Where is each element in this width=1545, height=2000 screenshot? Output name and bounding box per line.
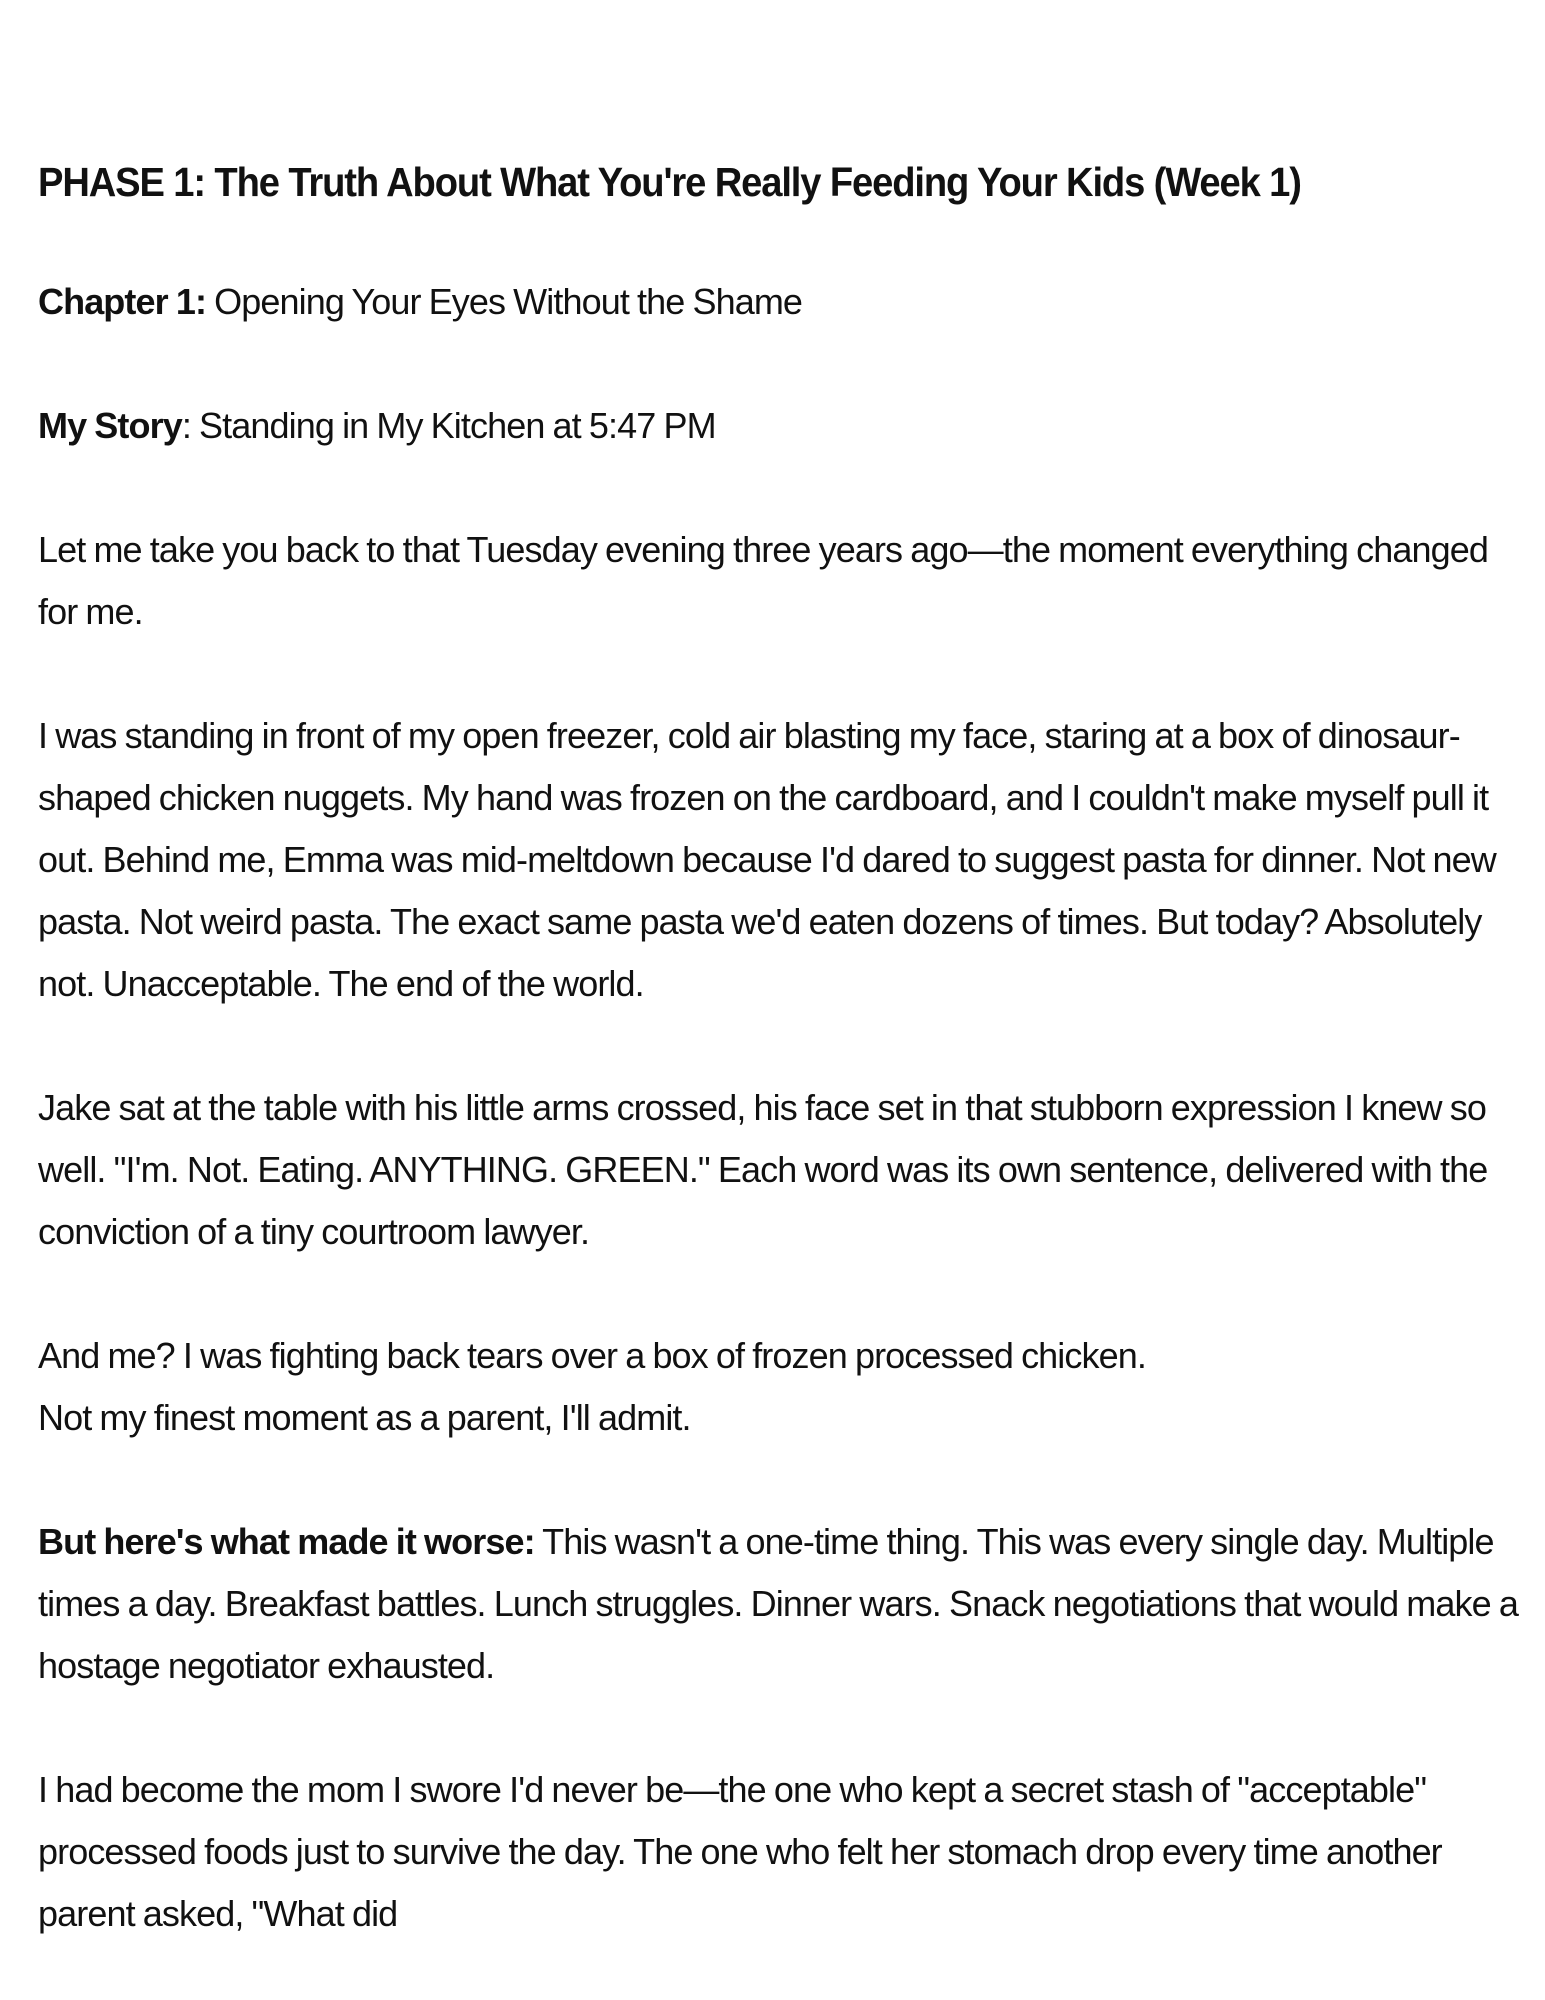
chapter-title: Opening Your Eyes Without the Shame bbox=[206, 281, 803, 322]
story-title: : Standing in My Kitchen at 5:47 PM bbox=[181, 405, 716, 446]
paragraph-mom: I had become the mom I swore I'd never be—the one who kept a secret stash of "acceptable" processed foods just to survive the day. The one who felt her stomach drop every time another parent asked, "What did bbox=[38, 1769, 1442, 1934]
story-line bbox=[38, 395, 1525, 457]
tears-line-1: And me? I was fighting back tears over a box of frozen processed chicken. bbox=[38, 1335, 1146, 1376]
chapter-label: Chapter 1: bbox=[38, 281, 207, 322]
chapter-line bbox=[38, 271, 1525, 333]
paragraph-tears bbox=[38, 1325, 1525, 1449]
paragraph-freezer: I was standing in front of my open freezer, cold air blasting my face, staring at a box of dinosaur-shaped chicken nuggets. My hand was frozen on the cardboard, and I couldn't make myself pull it out. Behind me, Emma was mid-meltdown because I'd dared to suggest pasta for dinner. Not new pasta. Not weird pasta. The exact same pasta we'd eaten dozens of times. But today? Absolutely not. Unacceptable. The end of the world. bbox=[38, 715, 1496, 1004]
story-label: My Story bbox=[38, 405, 182, 446]
paragraph-worse bbox=[38, 1511, 1525, 1697]
paragraph-intro: Let me take you back to that Tuesday evening three years ago—the moment everything changed for me. bbox=[38, 529, 1488, 632]
tears-line-2: Not my finest moment as a parent, I'll admit. bbox=[38, 1397, 691, 1438]
paragraph-jake: Jake sat at the table with his little arms crossed, his face set in that stubborn expression I knew so well. "I'm. Not. Eating. ANYTHING. GREEN." Each word was its own sentence, delivered with the conviction of a tiny courtroom lawyer. bbox=[38, 1087, 1488, 1252]
worse-label: But here's what made it worse: bbox=[38, 1521, 535, 1562]
phase-heading: PHASE 1: The Truth About What You're Really Feeding Your Kids (Week 1) bbox=[38, 159, 1301, 205]
worse-text: This wasn't a one-time thing. This was every single day. Multiple times a day. Breakfast battles. Lunch struggles. Dinner wars. Snack negotiations that would make a hostage negotiator exhausted. bbox=[38, 1521, 1518, 1686]
